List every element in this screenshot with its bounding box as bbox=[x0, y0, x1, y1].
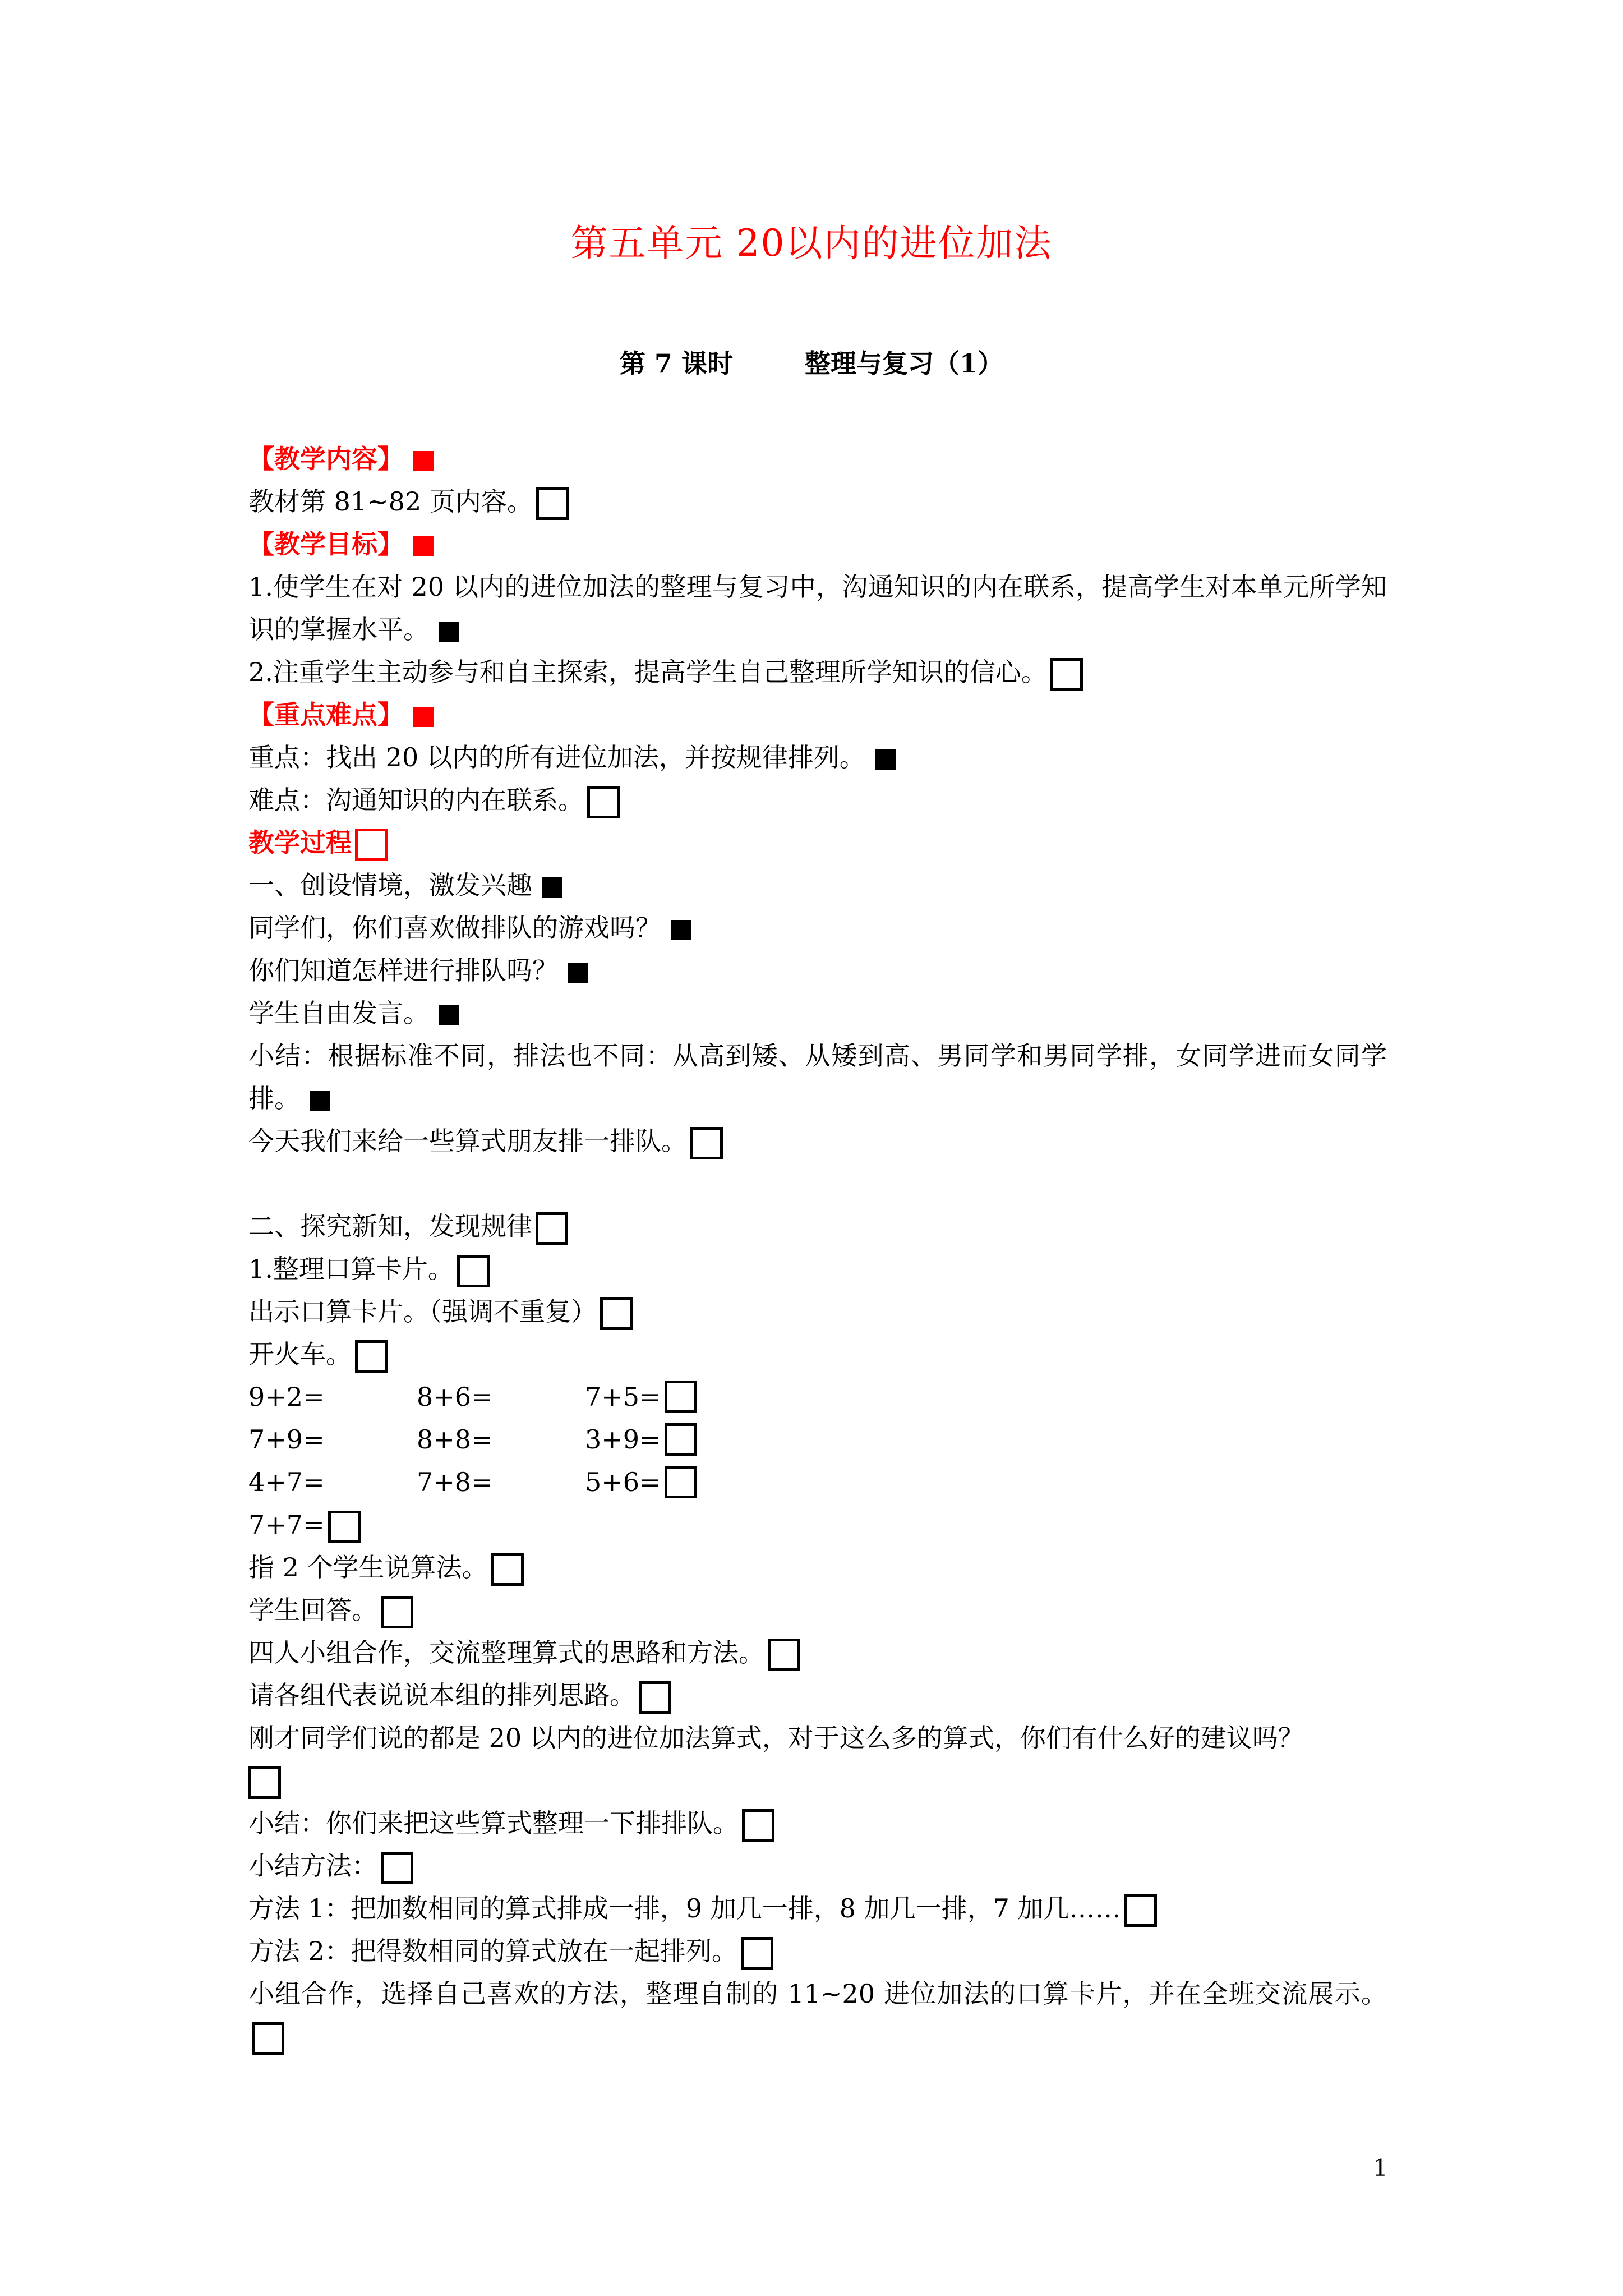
part2-text: 出示口算卡片。（强调不重复） bbox=[248, 1296, 597, 1327]
part2-text: 开火车。 bbox=[248, 1339, 352, 1369]
equation: 8+8= bbox=[417, 1424, 493, 1455]
part1-heading bbox=[248, 864, 1387, 907]
equation-with-box bbox=[585, 1461, 697, 1503]
checkbox-square bbox=[491, 1553, 524, 1586]
part1-heading-text: 一、创设情境，激发兴趣 bbox=[248, 870, 532, 900]
difficulty-text: 难点：沟通知识的内在联系。 bbox=[248, 785, 584, 815]
equation-row bbox=[248, 1461, 1387, 1503]
checkbox-square bbox=[665, 1423, 697, 1456]
part1-text: 你们知道怎样进行排队吗？ bbox=[248, 955, 558, 986]
part2-text: 方法 1：把加数相同的算式排成一排，9 加几一排，8 加几一排，7 加几…… bbox=[248, 1893, 1121, 1924]
red-square-marker bbox=[413, 451, 434, 471]
equation-last bbox=[248, 1503, 1387, 1546]
equation: 4+7= bbox=[248, 1467, 325, 1497]
checkbox-square bbox=[768, 1639, 800, 1671]
black-square-marker bbox=[568, 963, 588, 983]
part1-text: 同学们，你们喜欢做排队的游戏吗？ bbox=[248, 913, 661, 943]
part2-line bbox=[248, 1631, 1387, 1674]
part2-final bbox=[248, 1972, 1387, 2058]
part1-line bbox=[248, 1120, 1387, 1162]
part2-question bbox=[248, 1717, 1387, 1759]
checkbox-square bbox=[457, 1255, 490, 1287]
equation: 7+8= bbox=[417, 1467, 493, 1497]
checkbox-square bbox=[690, 1127, 723, 1159]
part2-text: 请各组代表说说本组的排列思路。 bbox=[248, 1680, 635, 1710]
black-square-marker bbox=[875, 749, 896, 770]
part1-line bbox=[248, 992, 1387, 1034]
part2-heading-text: 二、探究新知，发现规律 bbox=[248, 1211, 532, 1241]
part2-line bbox=[248, 1887, 1387, 1930]
equation-row bbox=[248, 1418, 1387, 1461]
content-text bbox=[248, 480, 1387, 523]
equation-row bbox=[248, 1375, 1387, 1418]
part1-line bbox=[248, 949, 1387, 992]
checkbox-square bbox=[742, 1809, 774, 1842]
equation: 7+5= bbox=[585, 1382, 661, 1412]
part2-box-line bbox=[248, 1759, 1387, 1802]
checkbox-square bbox=[252, 2022, 284, 2055]
part2-heading bbox=[248, 1205, 1387, 1248]
goal-2-text: 2.注重学生主动参与和自主探索，提高学生自己整理所学知识的信心。 bbox=[248, 657, 1047, 687]
key-point-text: 重点：找出 20 以内的所有进位加法，并按规律排列。 bbox=[248, 742, 865, 772]
part1-text: 今天我们来给一些算式朋友排一排队。 bbox=[248, 1126, 687, 1156]
black-square-marker bbox=[671, 920, 691, 940]
unit-title: 第五单元 20以内的进位加法 bbox=[570, 222, 1053, 265]
checkbox-square bbox=[639, 1681, 671, 1714]
part2-line bbox=[248, 1844, 1387, 1887]
heading-text: 教学过程 bbox=[248, 827, 352, 858]
equation: 7+9= bbox=[248, 1424, 325, 1455]
part2-line bbox=[248, 1802, 1387, 1844]
goal-1 bbox=[248, 565, 1387, 651]
black-square-marker bbox=[439, 1005, 459, 1025]
goal-1-text: 1.使学生在对 20 以内的进位加法的整理与复习中，沟通知识的内在联系，提高学生对本单元所学知识的掌握水平。 bbox=[248, 572, 1387, 645]
part2-text: 刚才同学们说的都是 20 以内的进位加法算式，对于这么多的算式，你们有什么好的建议吗？ bbox=[248, 1723, 1304, 1753]
lesson-subtitle: 第 7 课时 整理与复习（1） bbox=[619, 348, 1004, 379]
part1-text: 小结：根据标准不同，排法也不同：从高到矮、从矮到高、男同学和男同学排，女同学进而女同学排。 bbox=[248, 1041, 1387, 1114]
section-heading-key bbox=[248, 693, 1387, 736]
content-text-span: 教材第 81~82 页内容。 bbox=[248, 486, 533, 517]
heading-text: 【教学目标】 bbox=[248, 529, 403, 559]
part2-line bbox=[248, 1290, 1387, 1333]
black-square-marker bbox=[542, 877, 562, 898]
heading-text: 【重点难点】 bbox=[248, 700, 403, 730]
part2-line bbox=[248, 1674, 1387, 1717]
section-heading-goals bbox=[248, 523, 1387, 565]
part2-text: 四人小组合作，交流整理算式的思路和方法。 bbox=[248, 1637, 764, 1668]
red-outline-square bbox=[355, 829, 388, 861]
part2-text: 小结方法： bbox=[248, 1851, 377, 1881]
equation: 7+7= bbox=[248, 1510, 325, 1540]
checkbox-square bbox=[600, 1297, 633, 1330]
heading-text: 【教学内容】 bbox=[248, 444, 403, 474]
part2-text: 指 2 个学生说算法。 bbox=[248, 1552, 488, 1582]
black-square-marker bbox=[310, 1091, 330, 1111]
goal-2 bbox=[248, 651, 1387, 693]
spacer bbox=[248, 1162, 1387, 1205]
equation: 8+6= bbox=[417, 1382, 493, 1412]
equation: 5+6= bbox=[585, 1467, 661, 1497]
part2-line bbox=[248, 1589, 1387, 1631]
part2-line bbox=[248, 1333, 1387, 1375]
checkbox-square bbox=[741, 1937, 773, 1970]
document-body bbox=[248, 438, 1387, 2058]
checkbox-square bbox=[1050, 658, 1083, 691]
part2-line bbox=[248, 1546, 1387, 1589]
checkbox-square bbox=[381, 1852, 413, 1884]
checkbox-square bbox=[355, 1340, 388, 1373]
section-heading-process bbox=[248, 821, 1387, 864]
part2-line bbox=[248, 1930, 1387, 1972]
checkbox-square bbox=[665, 1466, 697, 1498]
part2-text: 小组合作，选择自己喜欢的方法，整理自制的 11~20 进位加法的口算卡片，并在全班交流展示。 bbox=[248, 1978, 1387, 2009]
checkbox-square bbox=[381, 1596, 413, 1628]
section-heading-content bbox=[248, 438, 1387, 480]
red-square-marker bbox=[413, 536, 434, 556]
equation-with-box bbox=[585, 1418, 697, 1461]
part1-line bbox=[248, 907, 1387, 949]
key-point bbox=[248, 736, 1387, 779]
page-number: 1 bbox=[1373, 2154, 1388, 2182]
equation-with-box bbox=[585, 1375, 697, 1418]
part2-text: 小结：你们来把这些算式整理一下排排队。 bbox=[248, 1808, 739, 1838]
checkbox-square bbox=[587, 786, 620, 818]
black-square-marker bbox=[439, 622, 459, 642]
red-square-marker bbox=[413, 707, 434, 727]
checkbox-square bbox=[1124, 1894, 1157, 1927]
part2-line bbox=[248, 1248, 1387, 1290]
equation: 9+2= bbox=[248, 1382, 325, 1412]
checkbox-square bbox=[665, 1381, 697, 1413]
checkbox-square bbox=[536, 487, 569, 520]
checkbox-square bbox=[248, 1766, 281, 1799]
checkbox-square bbox=[536, 1212, 568, 1245]
part2-text: 方法 2：把得数相同的算式放在一起排列。 bbox=[248, 1936, 737, 1966]
part2-text: 学生回答。 bbox=[248, 1595, 377, 1625]
difficulty bbox=[248, 779, 1387, 821]
checkbox-square bbox=[328, 1511, 361, 1543]
part1-summary bbox=[248, 1034, 1387, 1120]
part2-text: 1.整理口算卡片。 bbox=[248, 1254, 454, 1284]
equation: 3+9= bbox=[585, 1424, 661, 1455]
part1-text: 学生自由发言。 bbox=[248, 998, 429, 1028]
